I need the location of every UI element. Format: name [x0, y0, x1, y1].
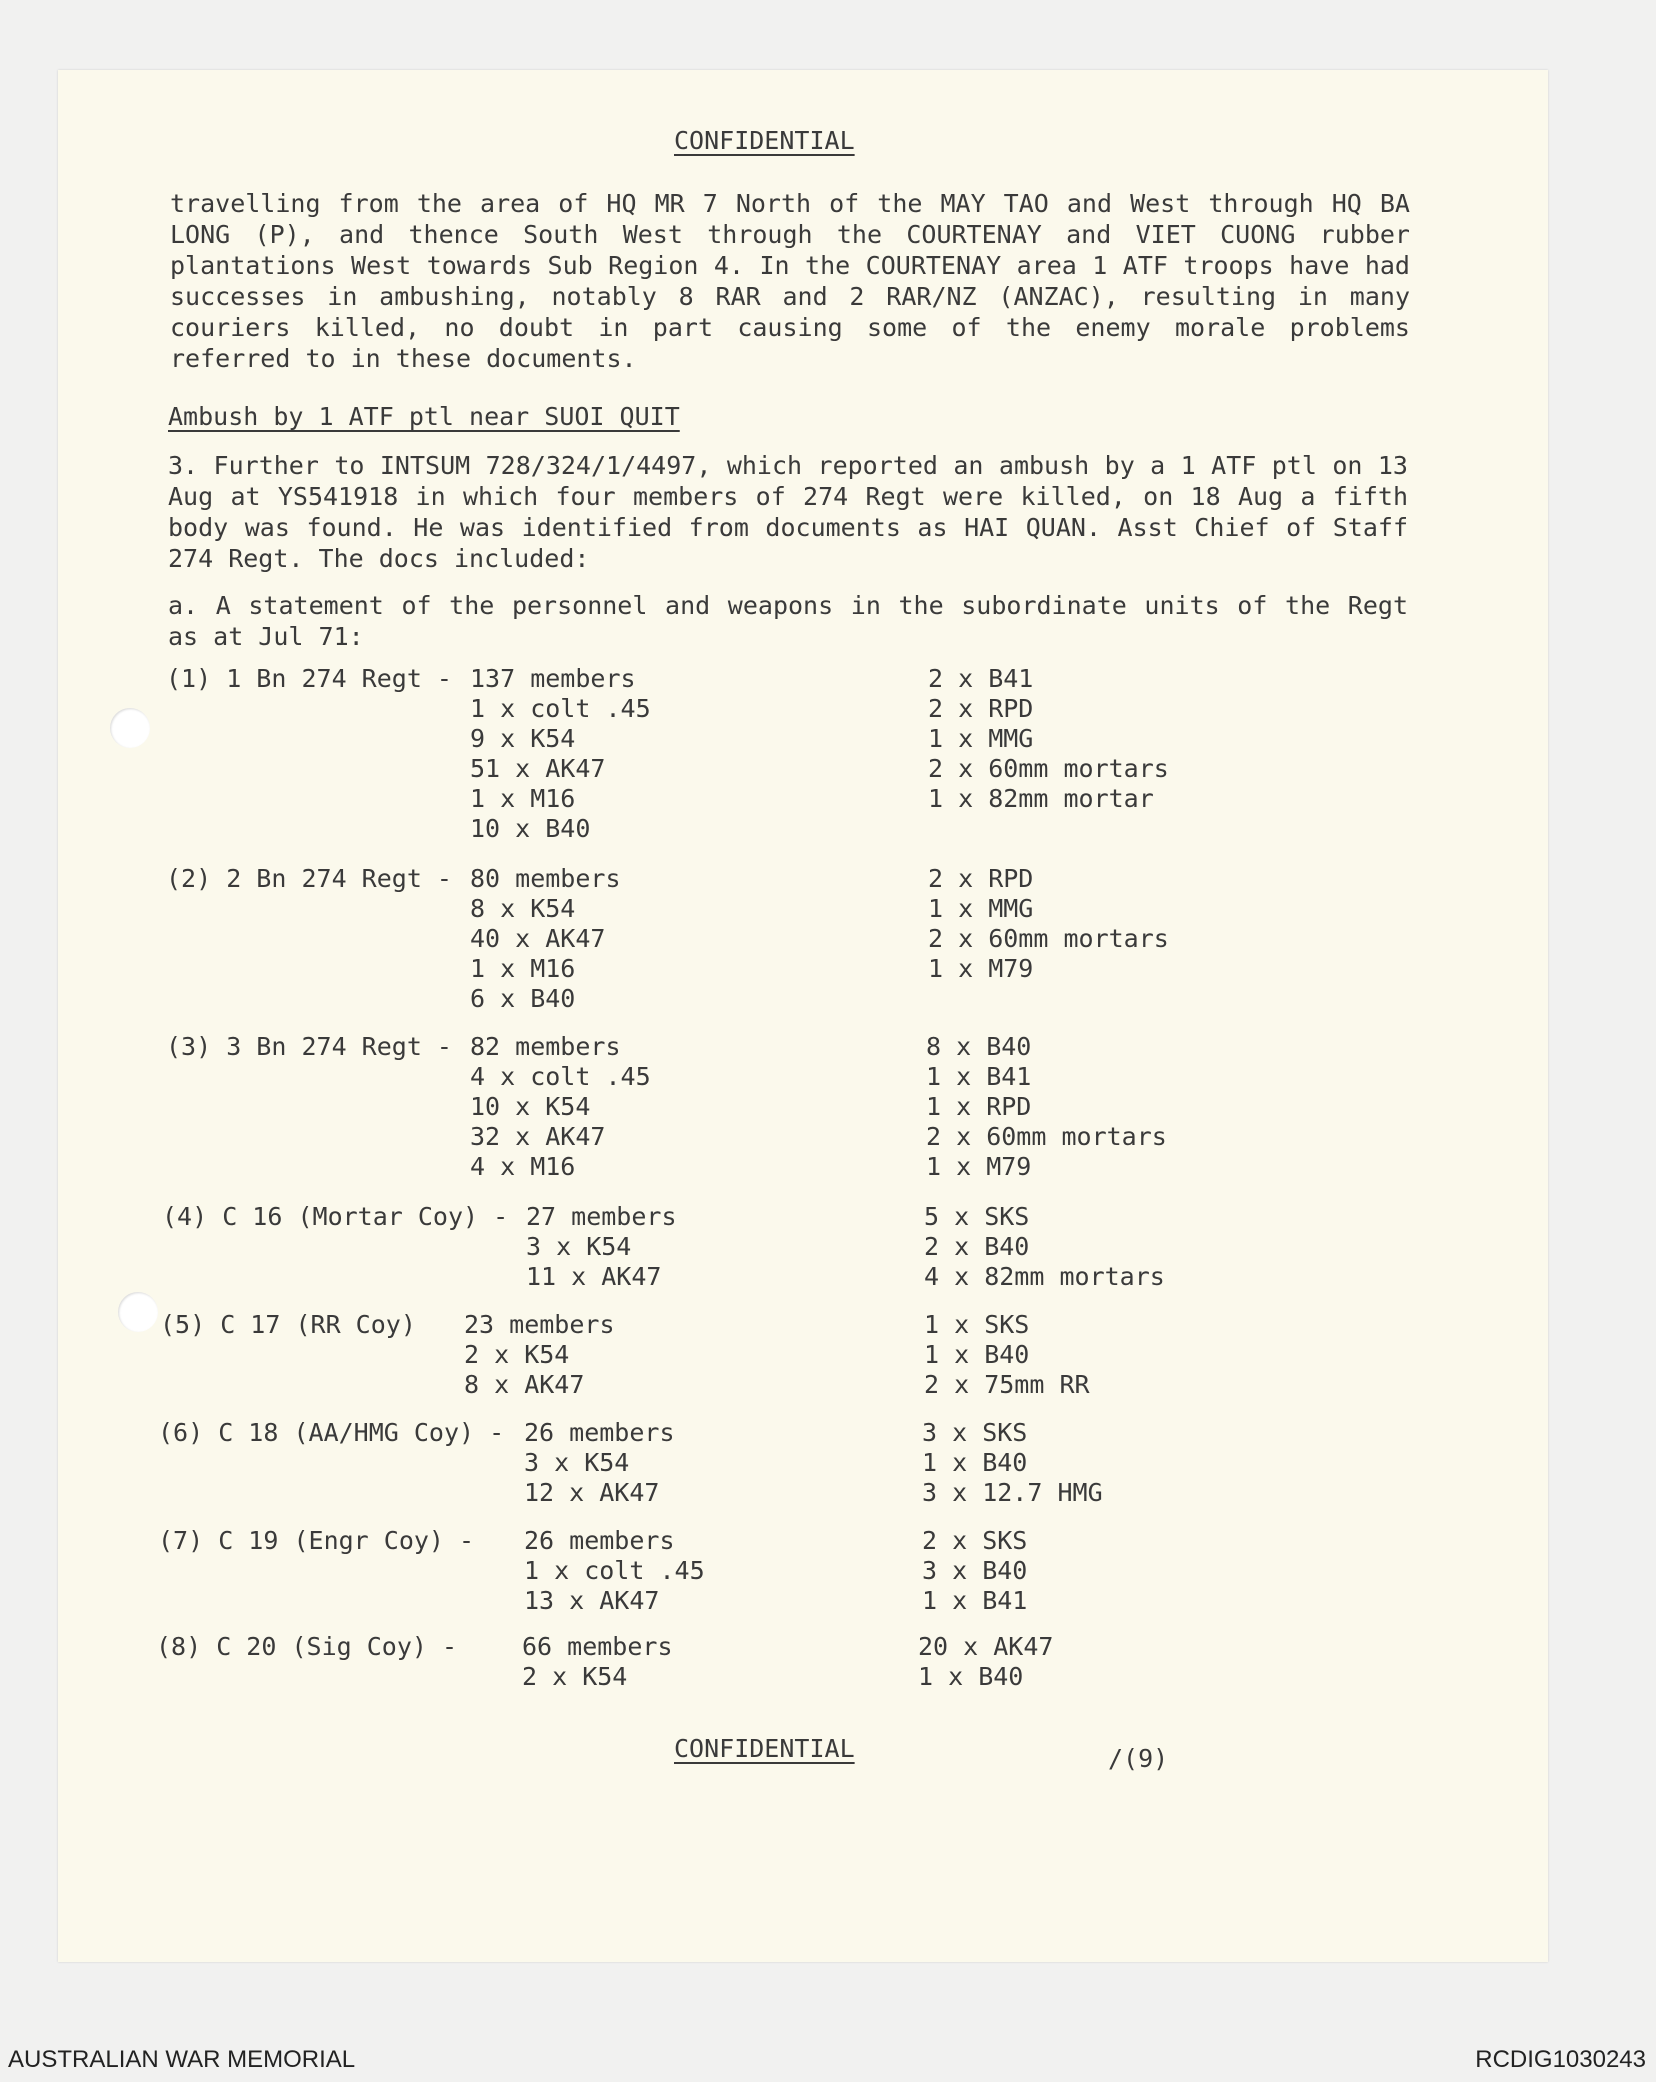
weapon-left: 13 x AK47 [524, 1586, 660, 1615]
classification-footer: CONFIDENTIAL [674, 1734, 855, 1763]
weapon-right: 2 x B41 [928, 664, 1034, 693]
punch-hole-bottom [118, 1292, 158, 1332]
archive-id: RCDIG1030243 [1475, 2046, 1646, 2073]
weapon-left: 1 x M16 [470, 954, 576, 983]
weapon-left: 4 x colt .45 [470, 1062, 651, 1091]
weapon-right: 1 x RPD [926, 1092, 1032, 1121]
weapon-right: 1 x B40 [918, 1662, 1024, 1691]
weapon-right: 1 x B41 [922, 1586, 1028, 1615]
document-page [58, 70, 1548, 1962]
weapon-right: 2 x 60mm mortars [928, 924, 1169, 953]
weapon-right: 20 x AK47 [918, 1632, 1054, 1661]
weapon-left: 8 x K54 [470, 894, 576, 923]
weapon-right: 3 x SKS [922, 1418, 1028, 1447]
weapon-right: 1 x B41 [926, 1062, 1032, 1091]
weapon-right: 1 x MMG [928, 894, 1034, 923]
weapon-right: 2 x RPD [928, 694, 1034, 723]
weapon-right: 4 x 82mm mortars [924, 1262, 1165, 1291]
unit-members: 82 members [470, 1032, 621, 1061]
unit-label: (6) C 18 (AA/HMG Coy) - [158, 1418, 505, 1447]
unit-label: (4) C 16 (Mortar Coy) - [162, 1202, 509, 1231]
intro-paragraph: travelling from the area of HQ MR 7 North of the MAY TAO and West through HQ BA LONG (P), and thence South West through the COURTENAY and VIET CUONG rubber plantations West towards Sub Region 4. In the COURTENAY area 1 ATF troops have had successes in ambushing, notably 8 RAR and 2 RAR/NZ (ANZAC), resulting in many couriers killed, no doubt in part causing some of the enemy morale problems referred to in these documents. [170, 189, 1410, 373]
weapon-right: 1 x SKS [924, 1310, 1030, 1339]
weapon-right: 1 x 82mm mortar [928, 784, 1154, 813]
unit-members: 26 members [524, 1526, 675, 1555]
weapon-right: 3 x B40 [922, 1556, 1028, 1585]
unit-label: (1) 1 Bn 274 Regt - [166, 664, 452, 693]
weapon-left: 2 x K54 [464, 1340, 570, 1369]
weapon-right: 1 x B40 [924, 1340, 1030, 1369]
weapon-right: 2 x RPD [928, 864, 1034, 893]
weapon-left: 3 x K54 [526, 1232, 632, 1261]
weapon-right: 8 x B40 [926, 1032, 1032, 1061]
paragraph-a: a. A statement of the personnel and weapons in the subordinate units of the Regt as at Jul 71: [168, 591, 1408, 651]
weapon-left: 1 x M16 [470, 784, 576, 813]
weapon-right: 2 x 75mm RR [924, 1370, 1090, 1399]
weapon-left: 1 x colt .45 [524, 1556, 705, 1585]
weapon-left: 11 x AK47 [526, 1262, 662, 1291]
weapon-right: 1 x B40 [922, 1448, 1028, 1477]
weapon-left: 12 x AK47 [524, 1478, 660, 1507]
weapon-right: 5 x SKS [924, 1202, 1030, 1231]
weapon-left: 4 x M16 [470, 1152, 576, 1181]
weapon-left: 9 x K54 [470, 724, 576, 753]
weapon-right: 2 x 60mm mortars [928, 754, 1169, 783]
unit-label: (5) C 17 (RR Coy) [160, 1310, 416, 1339]
unit-members: 66 members [522, 1632, 673, 1661]
weapon-left: 2 x K54 [522, 1662, 628, 1691]
weapon-right: 2 x B40 [924, 1232, 1030, 1261]
section-heading: Ambush by 1 ATF ptl near SUOI QUIT [168, 402, 680, 431]
unit-members: 27 members [526, 1202, 677, 1231]
weapon-right: 1 x M79 [928, 954, 1034, 983]
unit-label: (8) C 20 (Sig Coy) - [156, 1632, 458, 1661]
weapon-left: 3 x K54 [524, 1448, 630, 1477]
weapon-right: 1 x M79 [926, 1152, 1032, 1181]
weapon-left: 10 x B40 [470, 814, 591, 843]
weapon-left: 6 x B40 [470, 984, 576, 1013]
unit-members: 80 members [470, 864, 621, 893]
weapon-left: 8 x AK47 [464, 1370, 585, 1399]
weapon-left: 32 x AK47 [470, 1122, 606, 1151]
weapon-right: 2 x 60mm mortars [926, 1122, 1167, 1151]
unit-label: (3) 3 Bn 274 Regt - [166, 1032, 452, 1061]
archive-label: AUSTRALIAN WAR MEMORIAL [8, 2046, 356, 2073]
classification-header: CONFIDENTIAL [674, 126, 855, 155]
weapon-right: 3 x 12.7 HMG [922, 1478, 1103, 1507]
punch-hole-top [110, 708, 150, 748]
unit-label: (2) 2 Bn 274 Regt - [166, 864, 452, 893]
unit-members: 23 members [464, 1310, 615, 1339]
weapon-right: 2 x SKS [922, 1526, 1028, 1555]
unit-label: (7) C 19 (Engr Coy) - [158, 1526, 475, 1555]
weapon-left: 51 x AK47 [470, 754, 606, 783]
unit-members: 137 members [470, 664, 636, 693]
page-reference: /(9) [1108, 1744, 1169, 1773]
weapon-left: 10 x K54 [470, 1092, 591, 1121]
weapon-left: 1 x colt .45 [470, 694, 651, 723]
unit-members: 26 members [524, 1418, 675, 1447]
weapon-left: 40 x AK47 [470, 924, 606, 953]
weapon-right: 1 x MMG [928, 724, 1034, 753]
paragraph-3: 3. Further to INTSUM 728/324/1/4497, which reported an ambush by a 1 ATF ptl on 13 Aug at YS541918 in which four members of 274 Regt were killed, on 18 Aug a fifth body was found. He was identified from documents as HAI QUAN. Asst Chief of Staff 274 Regt. The docs included: [168, 451, 1408, 573]
